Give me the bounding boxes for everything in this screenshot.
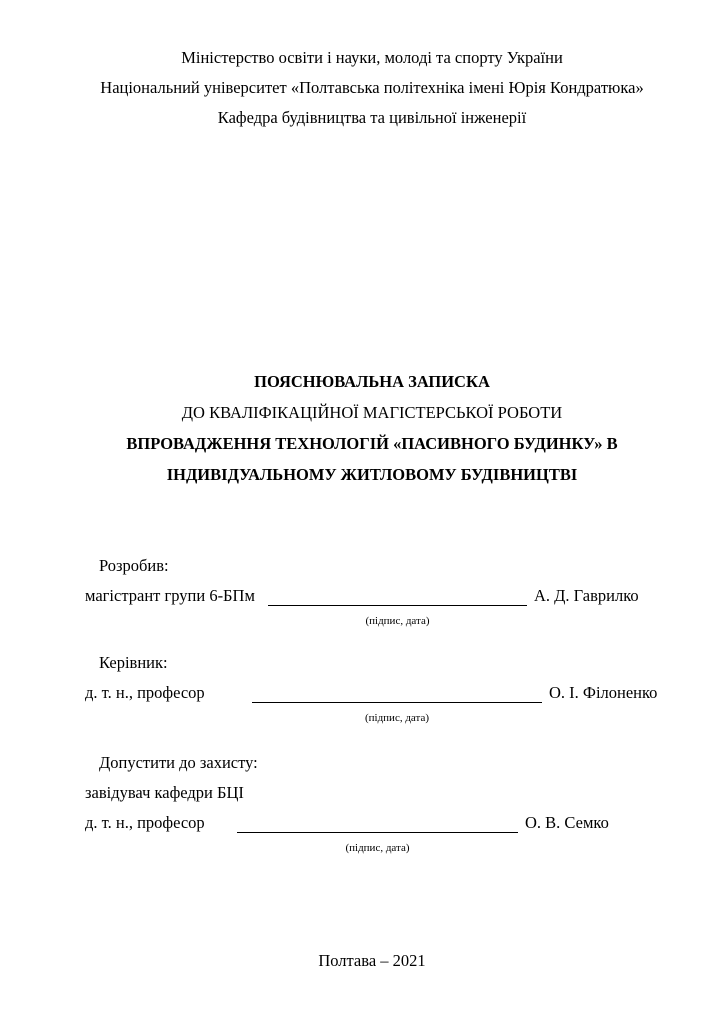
document-header bbox=[85, 43, 659, 133]
signature-caption-supervisor: (підпис, дата) bbox=[364, 712, 430, 724]
signature-row-developer bbox=[85, 581, 659, 631]
signature-heading-admission: Допустити до захисту: bbox=[99, 753, 258, 772]
signature-role-developer: магістрант групи 6-БПм bbox=[85, 586, 255, 605]
title-line-main: ПОЯСНЮВАЛЬНА ЗАПИСКА bbox=[254, 372, 490, 391]
signature-block-developer bbox=[85, 551, 659, 631]
signature-heading-supervisor: Керівник: bbox=[99, 653, 168, 672]
signature-name-supervisor: О. І. Філоненко bbox=[549, 683, 658, 702]
signature-caption-developer: (підпис, дата) bbox=[365, 615, 430, 627]
signature-block-supervisor bbox=[85, 648, 659, 728]
signature-line-developer bbox=[268, 581, 527, 606]
department-line: Кафедра будівництва та цивільної інженерії bbox=[217, 108, 527, 127]
title-line-topic-1: ВПРОВАДЖЕННЯ ТЕХНОЛОГІЙ «ПАСИВНОГО БУДИНКУ» В bbox=[126, 434, 618, 453]
city-year-line: Полтава – 2021 bbox=[318, 951, 426, 970]
signature-row-admission bbox=[85, 808, 659, 858]
signature-line-admission bbox=[237, 808, 518, 833]
signature-position-admission: завідувач кафедри БЦІ bbox=[85, 783, 244, 802]
signature-caption-admission: (підпис, дата) bbox=[345, 842, 410, 854]
title-line-subtitle: ДО КВАЛІФІКАЦІЙНОЇ МАГІСТЕРСЬКОЇ РОБОТИ bbox=[181, 403, 563, 422]
title-line-topic-2: ІНДИВІДУАЛЬНОМУ ЖИТЛОВОМУ БУДІВНИЦТВІ bbox=[166, 465, 578, 484]
signature-role-supervisor: д. т. н., професор bbox=[85, 683, 205, 702]
signature-line-supervisor bbox=[252, 678, 542, 703]
signature-block-admission bbox=[85, 748, 659, 858]
title-block bbox=[85, 366, 659, 490]
signature-name-admission: О. В. Семко bbox=[525, 813, 609, 832]
ministry-line: Міністерство освіти і науки, молоді та спорту України bbox=[181, 48, 563, 67]
university-line: Національний університет «Полтавська політехніка імені Юрія Кондратюка» bbox=[100, 78, 644, 97]
document-footer bbox=[85, 946, 659, 976]
signature-role-admission: д. т. н., професор bbox=[85, 813, 205, 832]
signature-heading-developer: Розробив: bbox=[99, 556, 169, 575]
signature-name-developer: А. Д. Гаврилко bbox=[534, 586, 639, 605]
signature-row-supervisor bbox=[85, 678, 659, 728]
